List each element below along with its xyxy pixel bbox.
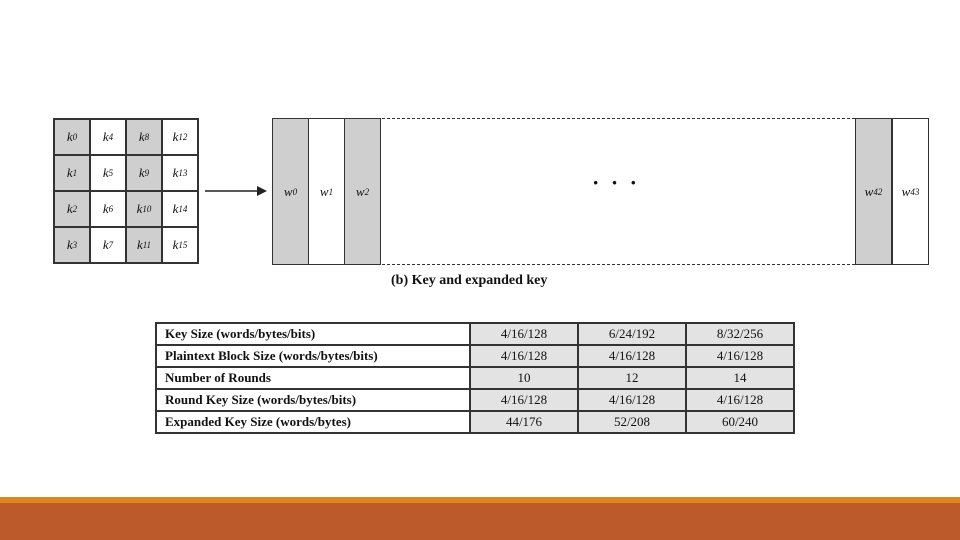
row-label: Key Size (words/bytes/bits): [156, 323, 470, 345]
table-row: [156, 323, 794, 345]
table-row: [156, 345, 794, 367]
word-w2: w 2: [344, 118, 381, 265]
table-cell: 6/24/192: [578, 323, 686, 345]
word-w1: w 1: [308, 118, 345, 265]
arrow-right-icon: [205, 184, 267, 198]
expanded-key: [272, 118, 929, 265]
key-cell: k 3: [54, 227, 90, 263]
row-label: Number of Rounds: [156, 367, 470, 389]
word-w42: w 42: [855, 118, 892, 265]
table-cell: 8/32/256: [686, 323, 794, 345]
key-cell: k 0: [54, 119, 90, 155]
key-cell: k 8: [126, 119, 162, 155]
table-cell: 4/16/128: [470, 345, 578, 367]
key-cell: k 9: [126, 155, 162, 191]
key-cell: k 2: [54, 191, 90, 227]
key-cell: k 11: [126, 227, 162, 263]
table-row: [156, 389, 794, 411]
key-cell: k 4: [90, 119, 126, 155]
footer-bar: [0, 503, 960, 540]
table-cell: 52/208: [578, 411, 686, 433]
aes-parameters-table: [155, 322, 795, 434]
row-label: Expanded Key Size (words/bytes): [156, 411, 470, 433]
table-cell: 4/16/128: [578, 389, 686, 411]
table-cell: 44/176: [470, 411, 578, 433]
word-w0: w 0: [272, 118, 309, 265]
table-cell: 4/16/128: [686, 389, 794, 411]
key-cell: k 14: [162, 191, 198, 227]
key-cell: k 15: [162, 227, 198, 263]
row-label: Plaintext Block Size (words/bytes/bits): [156, 345, 470, 367]
table-row: [156, 367, 794, 389]
key-cell: k 10: [126, 191, 162, 227]
key-cell: k 7: [90, 227, 126, 263]
key-cell: k 6: [90, 191, 126, 227]
table-cell: 10: [470, 367, 578, 389]
figure-caption: (b) Key and expanded key: [391, 273, 548, 288]
key-cell: k 12: [162, 119, 198, 155]
table-row: [156, 411, 794, 433]
table-cell: 60/240: [686, 411, 794, 433]
table-cell: 14: [686, 367, 794, 389]
table-cell: 4/16/128: [686, 345, 794, 367]
table-cell: 4/16/128: [470, 323, 578, 345]
dashed-line-bottom: [382, 264, 855, 265]
ellipsis: · · ·: [592, 170, 641, 195]
table-cell: 12: [578, 367, 686, 389]
table-cell: 4/16/128: [470, 389, 578, 411]
key-matrix: [53, 118, 199, 264]
word-w43: w 43: [892, 118, 929, 265]
key-cell: k 1: [54, 155, 90, 191]
dashed-line-top: [382, 118, 855, 119]
table-cell: 4/16/128: [578, 345, 686, 367]
key-cell: k 13: [162, 155, 198, 191]
row-label: Round Key Size (words/bytes/bits): [156, 389, 470, 411]
key-cell: k 5: [90, 155, 126, 191]
